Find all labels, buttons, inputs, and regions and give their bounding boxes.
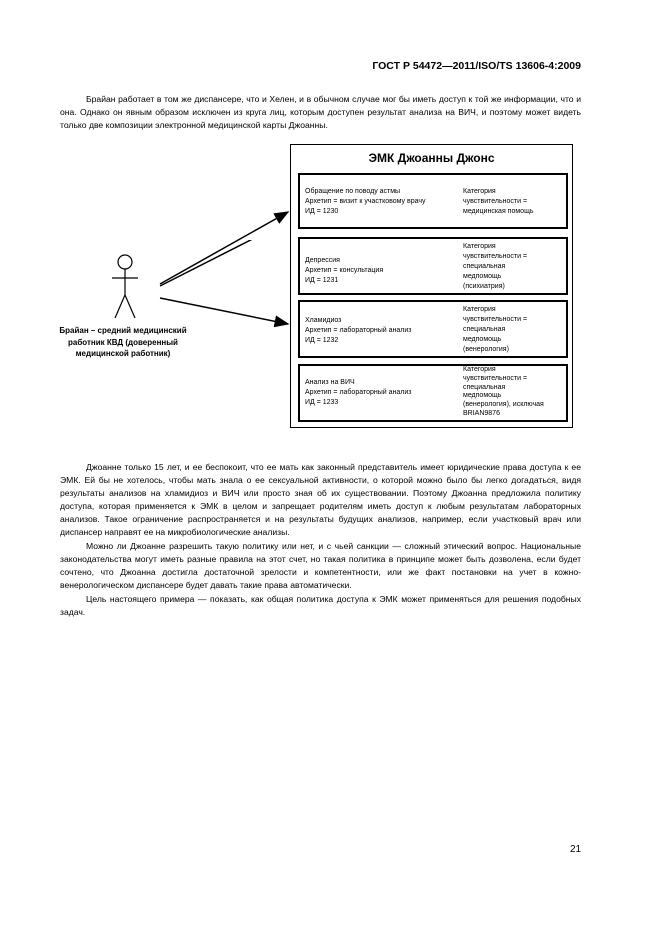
sensitivity-line: чувствительности = bbox=[463, 198, 528, 205]
body-text bbox=[60, 461, 581, 619]
sensitivity-line: специальная bbox=[463, 383, 506, 391]
composition-box-depression bbox=[298, 237, 568, 295]
composition-id: ИД = 1232 bbox=[305, 337, 339, 344]
actor-label: Брайан – средний медицинский работник КВД (доверенный медицинской работник) bbox=[59, 326, 187, 358]
sensitivity-line: медицинская помощь bbox=[463, 208, 534, 215]
body-paragraph: Можно ли Джоанне разрешить такую политику или нет, и с чьей санкции — сложный этический вопрос. Национальные законодательства могут иметь разные правила на этот счет, но такая политика в принципе может быть дозволена, если будет сочтено, что Джоанна достигла достаточной зрелости и компетентности, или же факт постановки на учет в кожно-венерологическом диспансере будет давать такие права автоматически. bbox=[60, 541, 581, 590]
composition-name: Депрессия bbox=[305, 257, 340, 264]
ehr-diagram bbox=[290, 144, 573, 428]
sensitivity-line: Категория bbox=[463, 243, 496, 250]
sensitivity-line: чувствительности = bbox=[463, 374, 528, 382]
body-paragraph: Джоанне только 15 лет, и ее беспокоит, что ее мать как законный представитель имеет юридические права доступа к ее ЭМК. Ей бы не хотелось, чтобы мать знала о ее сексуальной активности, о которой можно было бы легко догадаться, видя результаты анализов на хламидиоз и ВИЧ или просто зная об их существовании. Поэтому Джоанна предложила политику доступа, которая применяется к ЭМК в целом и запрещает родителям иметь доступ к любым результатам лабораторных анализов. Такое ограничение распространяется и на результаты будущих анализов, например, если участковый врач или диспансер направят ее на микробиологические анализы. bbox=[60, 462, 581, 537]
sensitivity-line: Категория bbox=[463, 366, 496, 373]
page-number: 21 bbox=[570, 844, 582, 855]
composition-id: ИД = 1233 bbox=[305, 399, 339, 406]
arrow-to-chlamydia-box bbox=[160, 298, 288, 324]
ehr-title: ЭМК Джоанны Джонс bbox=[368, 151, 495, 165]
composition-box-asthma bbox=[298, 173, 568, 229]
sensitivity-line: чувствительности = bbox=[463, 253, 528, 260]
sensitivity-line: BRIAN9876 bbox=[463, 409, 500, 417]
composition-name: Обращение по поводу астмы bbox=[305, 188, 401, 195]
sensitivity-line: Категория bbox=[463, 188, 496, 195]
composition-name: Анализ на ВИЧ bbox=[305, 379, 355, 386]
sensitivity-line: медпомощь bbox=[463, 392, 502, 400]
composition-archetype: Архетип = визит к участковому врачу bbox=[305, 198, 426, 205]
composition-archetype: Архетип = консультация bbox=[305, 267, 384, 274]
intro-paragraph: Брайан работает в том же диспансере, что и Хелен, и в обычном случае мог бы иметь доступ к той же информации, что и она. Однако он явным образом исключен из круга лиц, которым доступен результат анализа на ВИЧ, и поэтому может видеть только две композиции электронной медицинской карты Джоанны. bbox=[60, 94, 581, 130]
actor-figure-icon bbox=[112, 255, 138, 318]
document-header: ГОСТ Р 54472—2011/ISO/TS 13606-4:2009 bbox=[372, 60, 581, 72]
sensitivity-line: чувствительности = bbox=[463, 316, 528, 323]
composition-id: ИД = 1231 bbox=[305, 277, 339, 284]
sensitivity-line: Категория bbox=[463, 306, 496, 313]
sensitivity-line: специальная bbox=[463, 326, 506, 333]
sensitivity-line: (венерология), исключая bbox=[463, 401, 544, 409]
composition-name: Хламидиоз bbox=[305, 317, 342, 324]
composition-box-hiv bbox=[298, 364, 568, 422]
composition-archetype: Архетип = лабораторный анализ bbox=[305, 389, 412, 396]
arrow-to-asthma-box bbox=[160, 212, 288, 284]
sensitivity-line: медпомощь bbox=[463, 273, 502, 280]
composition-id: ИД = 1230 bbox=[305, 208, 339, 215]
composition-box-chlamydia bbox=[298, 300, 568, 358]
composition-archetype: Архетип = лабораторный анализ bbox=[305, 327, 412, 334]
body-paragraph: Цель настоящего примера — показать, как общая политика доступа к ЭМК может применяться для решения подобных задач. bbox=[60, 594, 581, 617]
sensitivity-line: (венерология) bbox=[463, 346, 509, 353]
sensitivity-line: (психиатрия) bbox=[463, 283, 505, 290]
sensitivity-line: специальная bbox=[463, 263, 506, 270]
sensitivity-line: медпомощь bbox=[463, 336, 502, 343]
arrow-lines bbox=[150, 180, 300, 340]
